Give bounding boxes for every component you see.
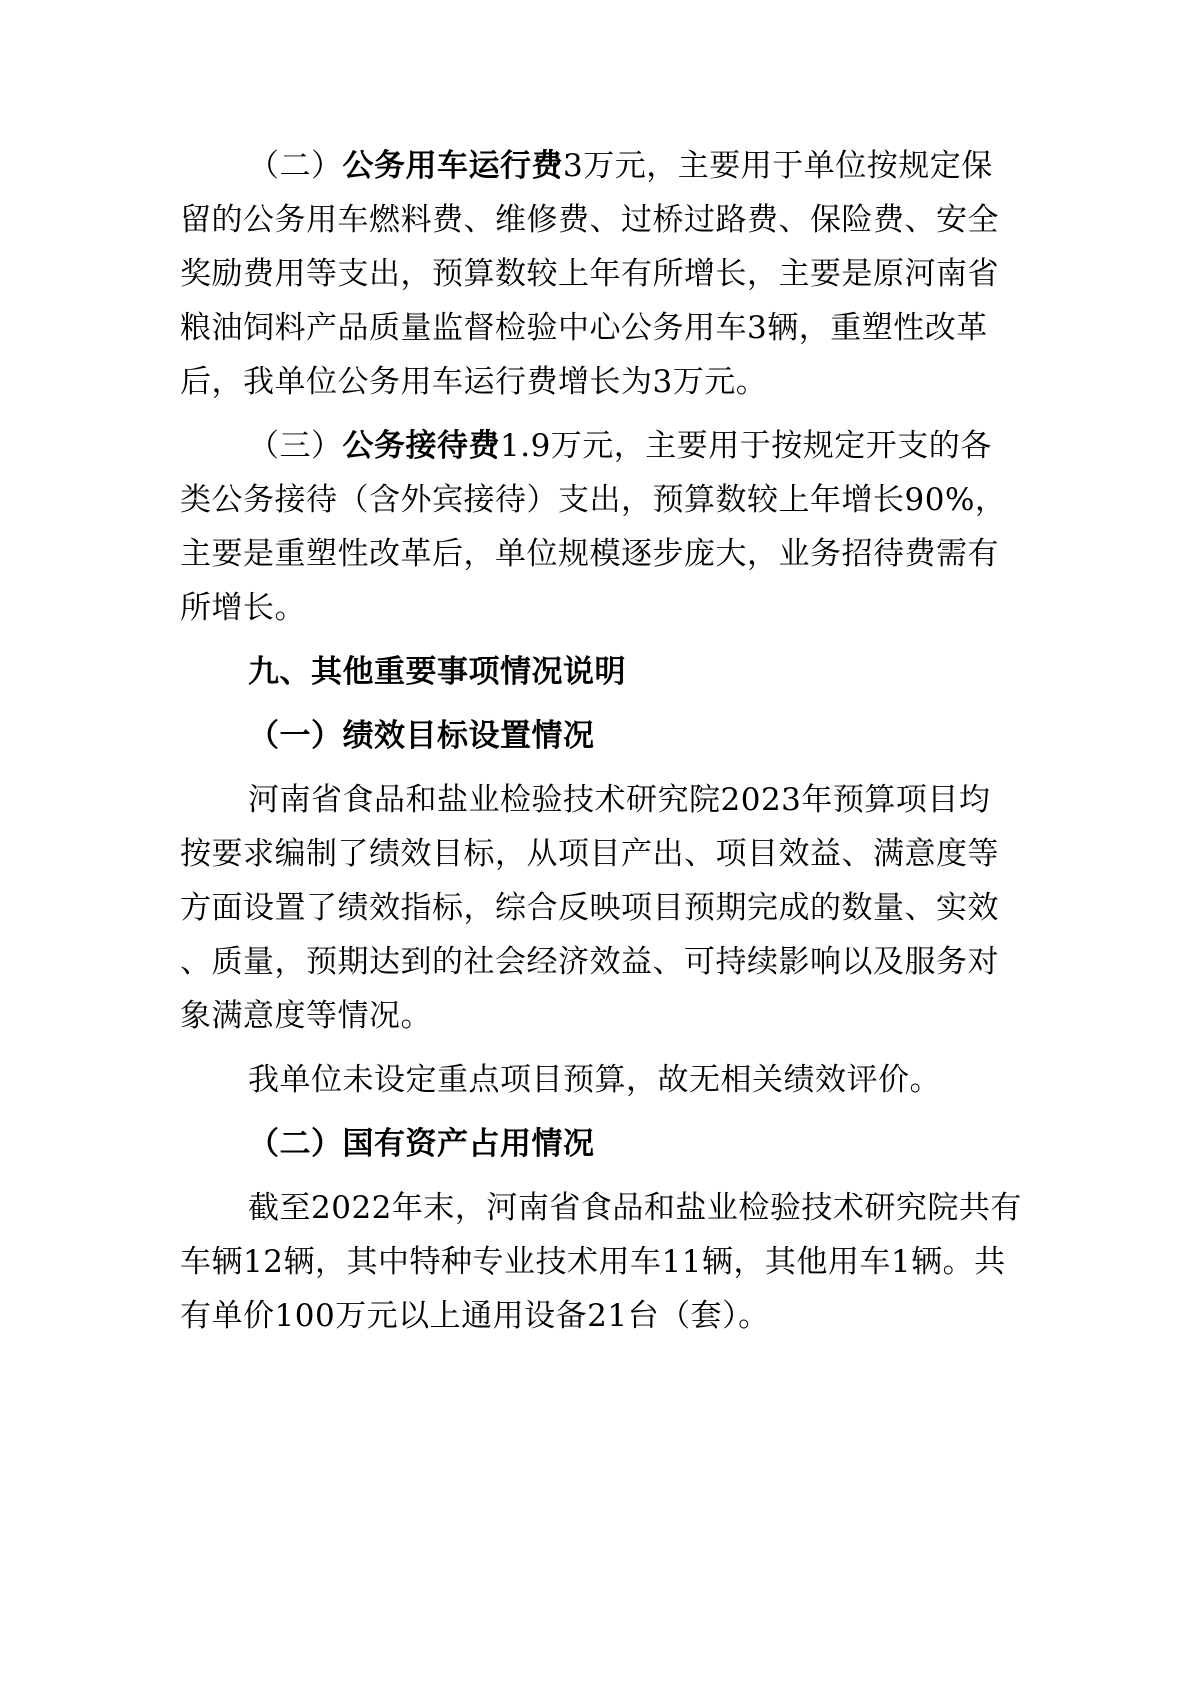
- vehicle-cost-paragraph-line-2: 留的公务用车燃料费、维修费、过桥过路费、保险费、安全: [180, 202, 999, 238]
- reception-cost-paragraph-line-2: 类公务接待（含外宾接待）支出，预算数较上年增长90%，: [180, 482, 1007, 518]
- vehicle-cost-paragraph-line-1: [248, 146, 993, 186]
- vehicle-cost-paragraph-line-4: 粮油饲料产品质量监督检验中心公务用车3辆，重塑性改革: [180, 310, 988, 346]
- reception-cost-prefix: （三）: [248, 428, 343, 464]
- performance-goals-line-4: 、质量，预期达到的社会经济效益、可持续影响以及服务对: [180, 944, 999, 980]
- reception-cost-title: 公务接待费: [342, 428, 500, 464]
- performance-goals-heading: （一）绩效目标设置情况: [248, 718, 595, 754]
- state-assets-line-2: 车辆12辆，其中特种专业技术用车11辆，其他用车1辆。共: [180, 1244, 1006, 1280]
- state-assets-line-3: 有单价100万元以上通用设备21台（套）。: [180, 1298, 770, 1334]
- state-assets-line-1: 截至2022年末，河南省食品和盐业检验技术研究院共有: [248, 1190, 1022, 1226]
- reception-cost-paragraph-line-3: 主要是重塑性改革后，单位规模逐步庞大，业务招待费需有: [180, 536, 999, 572]
- performance-evaluation-note: 我单位未设定重点项目预算，故无相关绩效评价。: [248, 1062, 941, 1098]
- reception-cost-paragraph-line-4: 所增长。: [180, 590, 306, 626]
- vehicle-cost-prefix: （二）: [248, 148, 343, 184]
- vehicle-cost-paragraph-line-5: 后，我单位公务用车运行费增长为3万元。: [180, 364, 768, 400]
- performance-goals-line-2: 按要求编制了绩效目标，从项目产出、项目效益、满意度等: [180, 836, 999, 872]
- performance-goals-line-1: 河南省食品和盐业检验技术研究院2023年预算项目均: [248, 782, 991, 818]
- performance-goals-line-5: 象满意度等情况。: [180, 998, 432, 1034]
- reception-cost-paragraph-line-1: [248, 426, 992, 466]
- vehicle-cost-line-1-text: 3万元，主要用于单位按规定保: [563, 148, 993, 184]
- state-assets-heading: （二）国有资产占用情况: [248, 1126, 595, 1162]
- vehicle-cost-paragraph-line-3: 奖励费用等支出，预算数较上年有所增长，主要是原河南省: [180, 256, 999, 292]
- performance-goals-line-3: 方面设置了绩效指标，综合反映项目预期完成的数量、实效: [180, 890, 999, 926]
- reception-cost-line-1-text: 1.9万元，主要用于按规定开支的各: [500, 428, 992, 464]
- section-9-heading: 九、其他重要事项情况说明: [248, 654, 626, 690]
- vehicle-cost-title: 公务用车运行费: [342, 148, 563, 184]
